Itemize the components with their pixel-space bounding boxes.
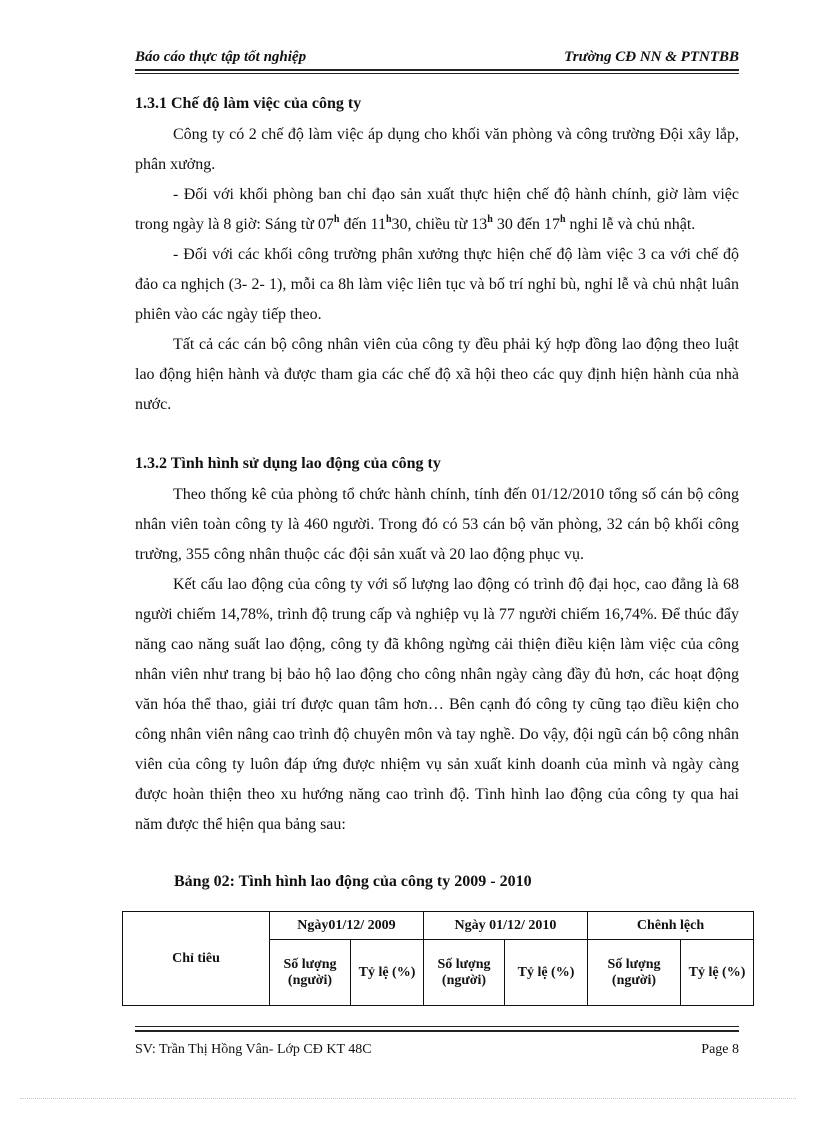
header-ty-le-2009: Tỷ lệ (%) xyxy=(351,940,424,1006)
header-2010: Ngày 01/12/ 2010 xyxy=(424,912,588,940)
header-school-name: Trường CĐ NN & PTNTBB xyxy=(564,49,739,65)
header-so-luong-2010: Số lượng (người) xyxy=(424,940,505,1006)
header-chenh-lech: Chênh lệch xyxy=(588,912,754,940)
header-rule-thick xyxy=(135,69,739,71)
page-number: Page 8 xyxy=(701,1042,739,1057)
footer-rule-thick xyxy=(135,1030,739,1032)
paragraph-office-hours: - Đối với khối phòng ban chỉ đạo sản xuất thực hiện chế độ hành chính, giờ làm việc trong ngày là 8 giờ: Sáng từ 07$^h$ đến 11$^h$30, chiều từ 13$^h$ 30 đến 17$^h$ nghỉ lễ và chủ nhật. xyxy=(135,186,739,233)
header-chi-tieu: Chỉ tiêu xyxy=(123,912,270,1006)
header-so-luong-diff: Số lượng (người) xyxy=(588,940,681,1006)
section-131-body xyxy=(135,120,739,420)
paragraph: Tất cả các cán bộ công nhân viên của công ty đều phải ký hợp đồng lao động theo luật lao động hiện hành và được tham gia các chế độ xã hội theo các quy định hiện hành của nhà nước. xyxy=(135,336,739,413)
footer-student: SV: Trần Thị Hồng Vân- Lớp CĐ KT 48C xyxy=(135,1042,372,1057)
page-edge-divider xyxy=(20,1098,796,1099)
paragraph: - Đối với các khối công trường phân xưởng thực hiện chế độ làm việc 3 ca với chế độ đảo ca nghịch (3- 2- 1), mỗi ca 8h làm việc liên tục và bố trí nghỉ bù, nghỉ lễ và chủ nhật luân phiên vào các ngày tiếp theo. xyxy=(135,246,739,323)
header-ty-le-2010: Tỷ lệ (%) xyxy=(505,940,588,1006)
table-caption: Bảng 02: Tình hình lao động của công ty 2009 - 2010 xyxy=(174,873,532,890)
header-report-title: Báo cáo thực tập tốt nghiệp xyxy=(135,49,307,65)
paragraph: Kết cấu lao động của công ty với số lượng lao động có trình độ đại học, cao đẳng là 68 người chiếm 14,78%, trình độ trung cấp và nghiệp vụ là 77 người chiếm 16,74%. Để thúc đẩy năng cao năng suất lao động, công ty đã không ngừng cải thiện điều kiện làm việc của công nhân viên như trang bị bảo hộ lao động cho công nhân ngày càng đầy đủ hơn, các hoạt động văn hóa thể thao, giải trí được quan tâm hơn… Bên cạnh đó công ty cũng tạo điều kiện cho công nhân viên nâng cao trình độ chuyên môn và tay nghề. Do vậy, đội ngũ cán bộ công nhân viên của công ty luôn đáp ứng được nhiệm vụ sản xuất kinh doanh của mình và ngày càng được hoàn thiện theo xu hướng năng cao trình độ. Tình hình lao động của công ty qua hai năm được thể hiện qua bảng sau: xyxy=(135,576,739,833)
page-header xyxy=(135,47,739,67)
header-so-luong-2009: Số lượng (người) xyxy=(270,940,351,1006)
header-rule-thin xyxy=(135,73,739,74)
section-132-body xyxy=(135,480,739,840)
section-heading-132: 1.3.2 Tình hình sử dụng lao động của công ty xyxy=(135,455,441,472)
section-heading-131: 1.3.1 Chế độ làm việc của công ty xyxy=(135,95,362,112)
header-2009: Ngày01/12/ 2009 xyxy=(270,912,424,940)
paragraph: Theo thống kê của phòng tổ chức hành chính, tính đến 01/12/2010 tổng số cán bộ công nhân viên toàn công ty là 460 người. Trong đó có 53 cán bộ văn phòng, 32 cán bộ khối công trường, 355 công nhân thuộc các đội sản xuất và 20 lao động phục vụ. xyxy=(135,486,739,563)
paragraph: Công ty có 2 chế độ làm việc áp dụng cho khối văn phòng và công trường Đội xây lắp, phân xưởng. xyxy=(135,126,739,173)
labor-table xyxy=(122,911,754,1006)
header-ty-le-diff: Tỷ lệ (%) xyxy=(681,940,754,1006)
footer-rule-thin xyxy=(135,1026,739,1027)
